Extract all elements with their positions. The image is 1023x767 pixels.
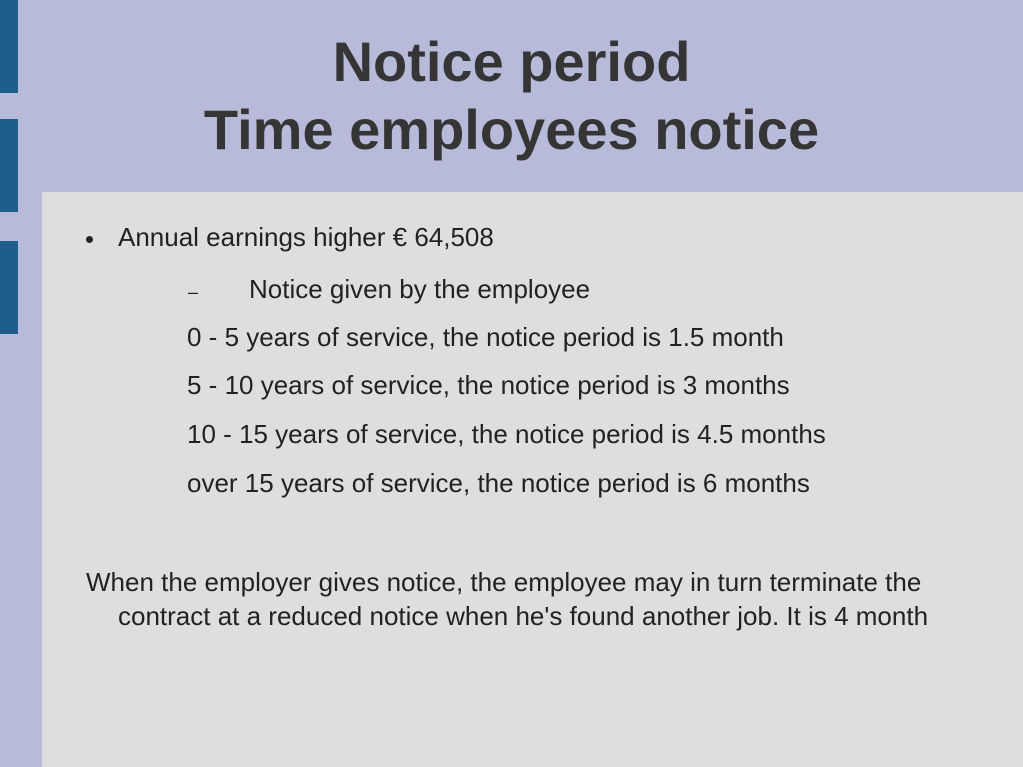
employer-notice-paragraph: When the employer gives notice, the employee may in turn terminate the contract at a reduced notice when he's found another job. It is 4 month xyxy=(86,567,929,631)
dash-icon: – xyxy=(188,282,199,302)
service-period-line: 10 - 15 years of service, the notice period is 4.5 months xyxy=(187,419,826,449)
service-period-line: 5 - 10 years of service, the notice period is 3 months xyxy=(187,370,790,400)
service-period-line: 0 - 5 years of service, the notice period is 1.5 month xyxy=(187,322,784,352)
sub-heading-employee-notice: Notice given by the employee xyxy=(249,274,591,304)
accent-bar-bottom xyxy=(0,241,18,334)
bullet-annual-earnings: Annual earnings higher € 64,508 xyxy=(118,222,494,252)
slide-title-line-1: Notice period xyxy=(332,30,691,93)
slide-title xyxy=(0,28,1023,164)
slide-title-line-2: Time employees notice xyxy=(203,98,820,161)
bullet-dot-icon xyxy=(86,236,93,243)
service-period-line: over 15 years of service, the notice period is 6 months xyxy=(187,468,810,498)
